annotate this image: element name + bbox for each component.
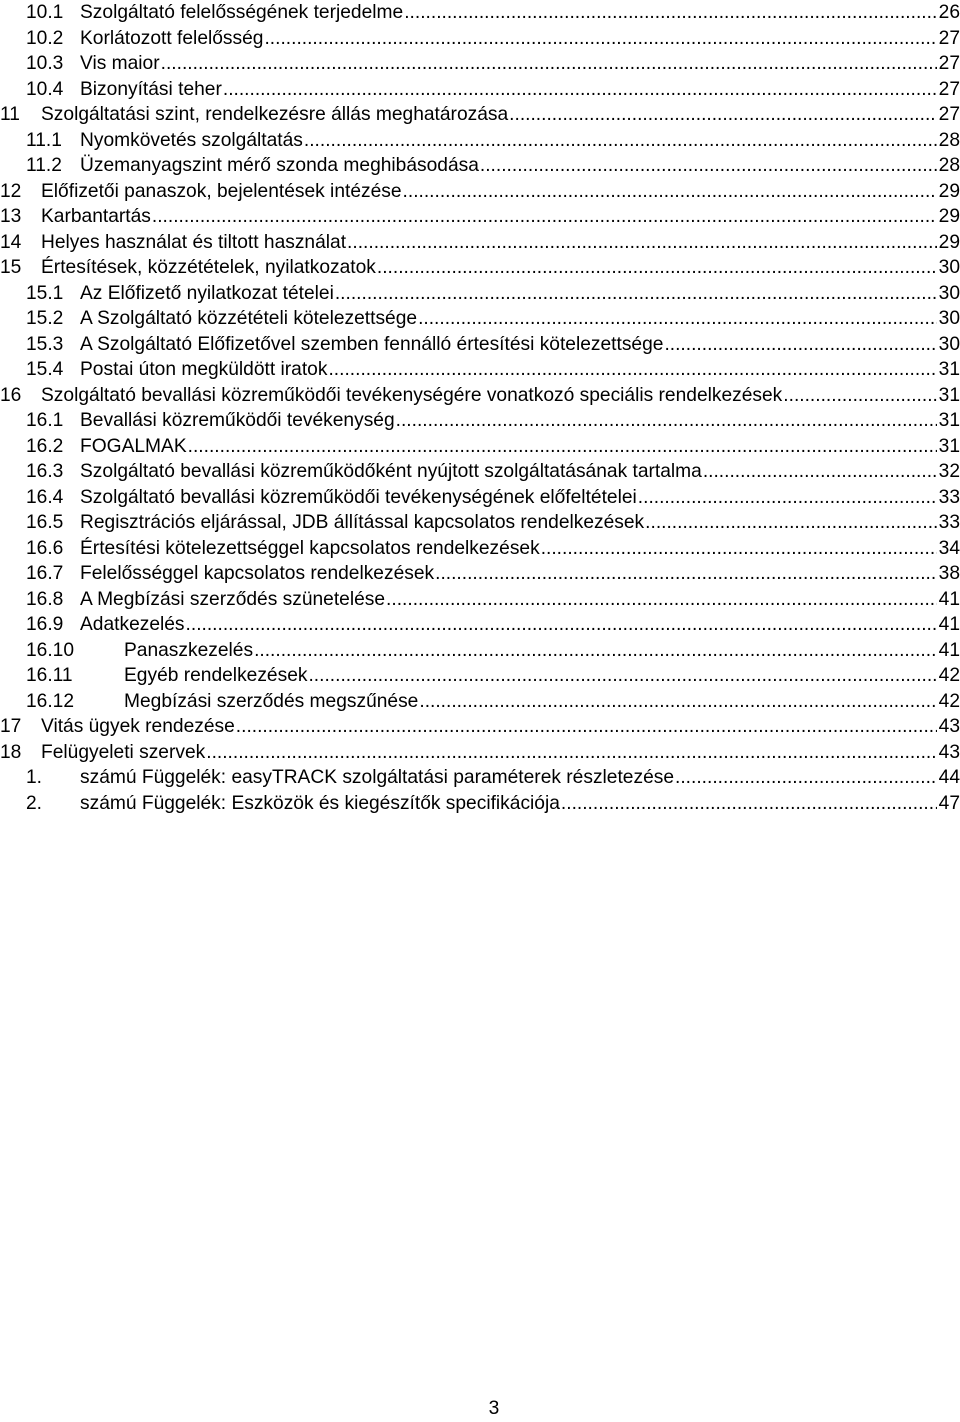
toc-entry-number: 16.8 bbox=[26, 588, 64, 610]
toc-entry-number: 15.2 bbox=[26, 308, 64, 329]
toc-entry-number: 15.1 bbox=[26, 282, 64, 304]
toc-entry-number: 15.4 bbox=[26, 359, 64, 380]
toc-entry[interactable] bbox=[0, 663, 960, 689]
toc-entry[interactable] bbox=[0, 204, 960, 230]
toc-dot-leader bbox=[386, 587, 937, 613]
toc-entry-number: 16.11 bbox=[26, 665, 73, 686]
toc-entry[interactable] bbox=[0, 26, 960, 52]
toc-dot-leader bbox=[236, 714, 937, 740]
toc-entry-page: 41 bbox=[938, 614, 960, 635]
toc-dot-leader bbox=[435, 561, 937, 587]
toc-entry-title: Karbantartás bbox=[41, 206, 151, 227]
toc-dot-leader bbox=[206, 740, 936, 766]
toc-dot-leader bbox=[188, 434, 937, 460]
toc-entry-number: 15.3 bbox=[26, 333, 64, 355]
toc-entry-title: Egyéb rendelkezések bbox=[124, 665, 308, 686]
toc-entry-title: Üzemanyagszint mérő szonda meghibásodása bbox=[80, 155, 479, 176]
toc-entry[interactable] bbox=[0, 612, 960, 638]
toc-entry[interactable] bbox=[0, 510, 960, 536]
toc-dot-leader bbox=[347, 230, 937, 256]
toc-entry[interactable] bbox=[0, 485, 960, 511]
toc-entry-title: Bizonyítási teher bbox=[80, 78, 222, 100]
toc-dot-leader bbox=[404, 0, 936, 26]
toc-entry[interactable] bbox=[0, 255, 960, 281]
toc-entry-title: Vitás ügyek rendezése bbox=[41, 716, 235, 737]
toc-dot-leader bbox=[645, 510, 937, 536]
toc-entry-page: 29 bbox=[938, 180, 960, 202]
toc-entry-title: számú Függelék: easyTRACK szolgáltatási paraméterek részletezése bbox=[80, 767, 675, 788]
toc-dot-leader bbox=[480, 153, 937, 179]
toc-entry[interactable] bbox=[0, 0, 960, 26]
toc-entry-number: 11.1 bbox=[26, 129, 62, 151]
toc-entry[interactable] bbox=[0, 536, 960, 562]
toc-entry[interactable] bbox=[0, 638, 960, 664]
toc-entry[interactable] bbox=[0, 153, 960, 179]
toc-entry-title: Felügyeleti szervek bbox=[41, 741, 206, 763]
toc-entry-page: 29 bbox=[938, 231, 960, 253]
toc-dot-leader bbox=[304, 128, 937, 154]
toc-entry-title: Postai úton megküldött iratok bbox=[80, 359, 328, 380]
toc-entry[interactable] bbox=[0, 587, 960, 613]
toc-entry-page: 41 bbox=[938, 588, 960, 610]
toc-entry-number: 17 bbox=[0, 716, 22, 737]
toc-entry-page: 28 bbox=[938, 129, 960, 151]
toc-entry-number: 16.7 bbox=[26, 563, 64, 584]
toc-entry-title: Bevallási közreműködői tevékenység bbox=[80, 410, 395, 431]
toc-entry-title: Helyes használat és tiltott használat bbox=[41, 231, 347, 253]
toc-entry-title: A Szolgáltató közzétételi kötelezettsége bbox=[80, 308, 418, 329]
toc-entry-title: Korlátozott felelősség bbox=[80, 27, 264, 49]
toc-entry-title: Felelősséggel kapcsolatos rendelkezések bbox=[80, 563, 435, 584]
toc-entry-title: Az Előfizető nyilatkozat tételei bbox=[80, 282, 334, 304]
toc-entry-page: 43 bbox=[938, 741, 960, 763]
toc-entry[interactable] bbox=[0, 102, 960, 128]
toc-entry-number: 16 bbox=[0, 384, 22, 406]
toc-entry[interactable] bbox=[0, 765, 960, 791]
toc-entry-title: Előfizetői panaszok, bejelentések intézése bbox=[41, 180, 402, 202]
toc-entry-title: FOGALMAK bbox=[80, 435, 187, 457]
toc-entry-number: 11 bbox=[0, 104, 20, 125]
toc-entry-title: Szolgáltatási szint, rendelkezésre állás meghatározása bbox=[41, 104, 509, 125]
toc-entry-title: Szolgáltató bevallási közreműködői tevékenységére vonatkozó speciális rendelkezések bbox=[41, 384, 783, 406]
toc-entry-page: 31 bbox=[938, 384, 960, 406]
toc-entry[interactable] bbox=[0, 128, 960, 154]
toc-dot-leader bbox=[161, 51, 937, 77]
toc-entry[interactable] bbox=[0, 714, 960, 740]
toc-entry-page: 42 bbox=[938, 690, 960, 712]
toc-entry-number: 16.3 bbox=[26, 461, 64, 482]
toc-entry-number: 2. bbox=[26, 792, 43, 814]
toc-entry[interactable] bbox=[0, 791, 960, 817]
toc-entry[interactable] bbox=[0, 689, 960, 715]
toc-entry-title: Nyomkövetés szolgáltatás bbox=[80, 129, 303, 151]
toc-entry-title: Szolgáltató bevallási közreműködői tevékenységének előfeltételei bbox=[80, 486, 637, 508]
toc-entry-page: 41 bbox=[938, 639, 960, 661]
toc-entry-page: 30 bbox=[938, 282, 960, 304]
toc-entry-number: 10.2 bbox=[26, 27, 64, 49]
toc-entry-number: 10.3 bbox=[26, 53, 64, 74]
toc-entry[interactable] bbox=[0, 306, 960, 332]
toc-entry-title: A Szolgáltató Előfizetővel szemben fennálló értesítési kötelezettsége bbox=[80, 333, 664, 355]
toc-entry-page: 30 bbox=[938, 333, 960, 355]
toc-dot-leader bbox=[561, 791, 937, 817]
toc-entry-number: 10.4 bbox=[26, 78, 64, 100]
toc-entry-number: 16.5 bbox=[26, 512, 64, 533]
toc-entry[interactable] bbox=[0, 383, 960, 409]
toc-dot-leader bbox=[703, 459, 937, 485]
toc-dot-leader bbox=[377, 255, 937, 281]
toc-entry-title: Szolgáltató felelősségének terjedelme bbox=[80, 2, 404, 23]
toc-entry-page: 38 bbox=[938, 563, 960, 584]
toc-entry-page: 31 bbox=[938, 359, 960, 380]
toc-dot-leader bbox=[308, 663, 936, 689]
toc-entry-page: 27 bbox=[938, 104, 960, 125]
toc-dot-leader bbox=[186, 612, 937, 638]
toc-dot-leader bbox=[509, 102, 937, 128]
toc-dot-leader bbox=[264, 26, 936, 52]
toc-dot-leader bbox=[664, 332, 936, 358]
toc-entry[interactable] bbox=[0, 561, 960, 587]
toc-entry-number: 10.1 bbox=[26, 2, 64, 23]
toc-entry-title: A Megbízási szerződés szünetelése bbox=[80, 588, 386, 610]
toc-entry-number: 16.4 bbox=[26, 486, 64, 508]
toc-entry[interactable] bbox=[0, 179, 960, 205]
toc-entry-page: 43 bbox=[938, 716, 960, 737]
toc-entry-page: 27 bbox=[938, 78, 960, 100]
toc-dot-leader bbox=[418, 306, 937, 332]
toc-entry-title: Adatkezelés bbox=[80, 614, 185, 635]
toc-entry[interactable] bbox=[0, 77, 960, 103]
toc-entry-page: 32 bbox=[938, 461, 960, 482]
toc-entry-title: Regisztrációs eljárással, JDB állítással kapcsolatos rendelkezések bbox=[80, 512, 645, 533]
toc-entry-number: 16.2 bbox=[26, 435, 64, 457]
toc-entry-page: 30 bbox=[938, 257, 960, 278]
toc-entry-number: 16.9 bbox=[26, 614, 64, 635]
toc-dot-leader bbox=[403, 179, 937, 205]
toc-entry-page: 42 bbox=[938, 665, 960, 686]
toc-entry-number: 16.6 bbox=[26, 537, 64, 559]
toc-entry-page: 31 bbox=[938, 435, 960, 457]
toc-entry-number: 12 bbox=[0, 180, 22, 202]
toc-entry[interactable] bbox=[0, 281, 960, 307]
toc-entry-page: 27 bbox=[938, 53, 960, 74]
toc-entry-number: 16.1 bbox=[26, 410, 64, 431]
toc-entry-number: 16.12 bbox=[26, 690, 75, 712]
toc-dot-leader bbox=[254, 638, 937, 664]
toc-entry[interactable] bbox=[0, 51, 960, 77]
toc-dot-leader bbox=[783, 383, 936, 409]
toc-entry-page: 30 bbox=[938, 308, 960, 329]
toc-entry-title: Szolgáltató bevallási közreműködőként nyújtott szolgáltatásának tartalma bbox=[80, 461, 702, 482]
toc-entry-page: 31 bbox=[938, 410, 960, 431]
toc-entry-page: 47 bbox=[938, 792, 960, 814]
toc-dot-leader bbox=[396, 408, 937, 434]
toc-entry-title: Megbízási szerződés megszűnése bbox=[124, 690, 419, 712]
toc-entry-page: 34 bbox=[938, 537, 960, 559]
toc-entry[interactable] bbox=[0, 740, 960, 766]
toc-dot-leader bbox=[638, 485, 937, 511]
toc-entry-title: számú Függelék: Eszközök és kiegészítők specifikációja bbox=[80, 792, 560, 814]
toc-dot-leader bbox=[419, 689, 936, 715]
toc-entry-page: 33 bbox=[938, 486, 960, 508]
toc-entry-number: 13 bbox=[0, 206, 22, 227]
toc-entry-page: 26 bbox=[938, 2, 960, 23]
page-number: 3 bbox=[488, 1398, 500, 1419]
toc-dot-leader bbox=[675, 765, 937, 791]
toc-dot-leader bbox=[152, 204, 937, 230]
toc-entry[interactable] bbox=[0, 230, 960, 256]
toc-entry[interactable] bbox=[0, 459, 960, 485]
toc-entry-page: 33 bbox=[938, 512, 960, 533]
toc-entry-number: 14 bbox=[0, 231, 22, 253]
toc-entry-page: 29 bbox=[938, 206, 960, 227]
toc-entry-number: 11.2 bbox=[26, 155, 62, 176]
toc-dot-leader bbox=[223, 77, 937, 103]
toc-dot-leader bbox=[541, 536, 937, 562]
toc-dot-leader bbox=[328, 357, 936, 383]
toc-entry-title: Panaszkezelés bbox=[124, 639, 254, 661]
toc-entry-title: Vis maior bbox=[80, 53, 160, 74]
toc-entry-title: Értesítések, közzétételek, nyilatkozatok bbox=[41, 257, 376, 278]
toc-entry-number: 15 bbox=[0, 257, 22, 278]
toc-entry[interactable] bbox=[0, 408, 960, 434]
toc-dot-leader bbox=[335, 281, 937, 307]
toc-entry[interactable] bbox=[0, 357, 960, 383]
toc-entry-number: 16.10 bbox=[26, 639, 75, 661]
toc-entry[interactable] bbox=[0, 434, 960, 460]
toc-entry[interactable] bbox=[0, 332, 960, 358]
toc-entry-page: 27 bbox=[938, 27, 960, 49]
toc-entry-number: 1. bbox=[26, 767, 43, 788]
toc-entry-title: Értesítési kötelezettséggel kapcsolatos rendelkezések bbox=[80, 537, 540, 559]
toc-entry-number: 18 bbox=[0, 741, 22, 763]
toc-entry-page: 28 bbox=[938, 155, 960, 176]
toc-entry-page: 44 bbox=[938, 767, 960, 788]
